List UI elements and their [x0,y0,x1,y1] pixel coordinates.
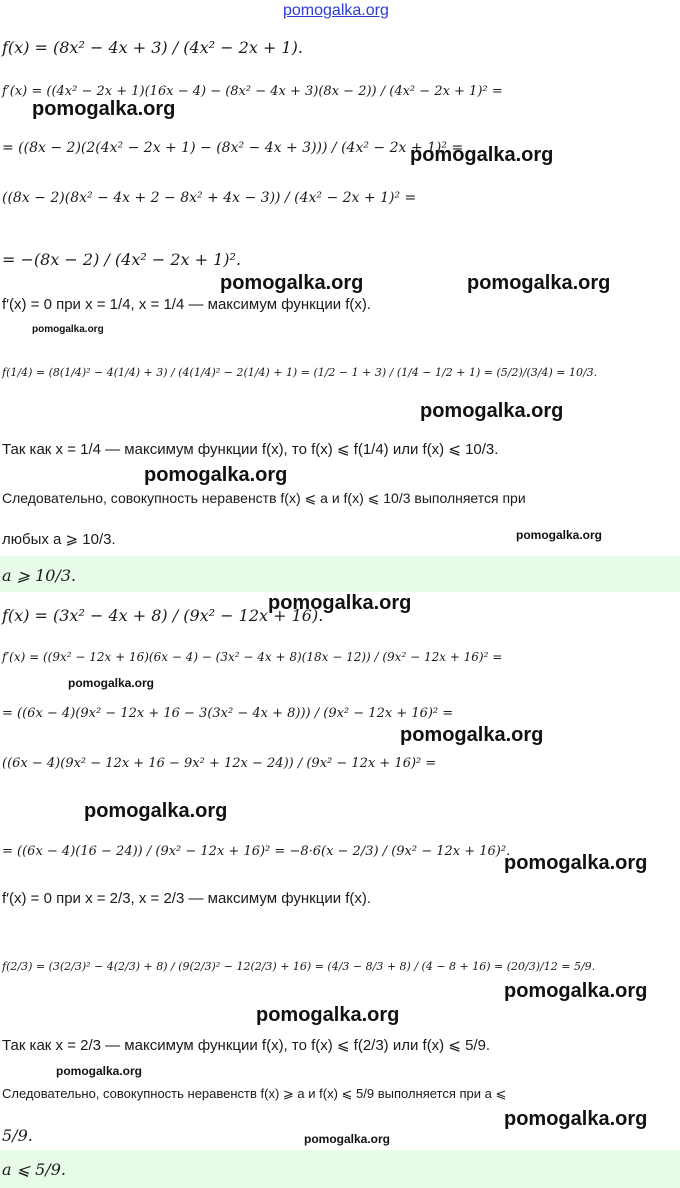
watermark: pomogalka.org [504,852,648,874]
watermark: pomogalka.org [516,528,603,542]
watermark: pomogalka.org [56,1064,143,1078]
watermark: pomogalka.org [504,980,648,1002]
watermark: pomogalka.org [68,676,155,690]
critical-point-2: f′(x) = 0 при x = 2/3, x = 2/3 — максимум функции f(x). [2,890,372,907]
derivative-result-1: = −(8x − 2) / (4x² − 2x + 1)². [2,250,242,269]
conclusion-2: Так как x = 2/3 — максимум функции f(x), то f(x) ⩽ f(2/3) или f(x) ⩽ 5/9. [2,1037,491,1054]
derivative2-result: = ((6x − 4)(16 − 24)) / (9x² − 12x + 16)² = −8·6(x − 2/3) / (9x² − 12x + 16)². [2,844,511,859]
inequality-set-1: Следовательно, совокупность неравенств f(x) ⩽ a и f(x) ⩽ 10/3 выполняется при [2,490,526,506]
max-value-calc-2: f(2/3) = (3(2/3)² − 4(2/3) + 8) / (9(2/3)² − 12(2/3) + 16) = (4/3 − 8/3 + 8) / (4 − 8 + 16) = (20/3)/12 = 5/9. [2,960,596,973]
derivative2-step-1: f′(x) = ((9x² − 12x + 16)(6x − 4) − (3x² − 4x + 8)(18x − 12)) / (9x² − 12x + 16)² = [2,650,503,664]
conclusion-1: Так как x = 1/4 — максимум функции f(x), то f(x) ⩽ f(1/4) или f(x) ⩽ 10/3. [2,441,499,458]
inequality-set-2-cont: 5/9. [2,1126,33,1145]
watermark: pomogalka.org [84,800,228,822]
derivative2-step-3: ((6x − 4)(9x² − 12x + 16 − 9x² + 12x − 24)) / (9x² − 12x + 16)² = [2,756,437,771]
derivative-step-2: = ((8x − 2)(2(4x² − 2x + 1) − (8x² − 4x + 3))) / (4x² − 2x + 1)² = [2,140,464,156]
answer-highlight-1 [0,556,680,592]
f-definition-2: f(x) = (3x² − 4x + 8) / (9x² − 12x + 16). [2,606,324,625]
derivative2-step-2: = ((6x − 4)(9x² − 12x + 16 − 3(3x² − 4x + 8))) / (9x² − 12x + 16)² = [2,706,454,721]
watermark: pomogalka.org [144,464,288,486]
derivative-step-1: f′(x) = ((4x² − 2x + 1)(16x − 4) − (8x² − 4x + 3)(8x − 2)) / (4x² − 2x + 1)² = [2,84,503,99]
answer-highlight-2 [0,1150,680,1188]
answer-1: a ⩾ 10/3. [2,566,77,585]
watermark-link-top[interactable]: pomogalka.org [283,2,389,19]
inequality-set-1-cont: любых a ⩾ 10/3. [2,531,116,548]
f-definition-1: f(x) = (8x² − 4x + 3) / (4x² − 2x + 1). [2,38,303,57]
watermark: pomogalka.org [304,1132,391,1146]
watermark: pomogalka.org [32,98,176,120]
watermark: pomogalka.org [410,144,554,166]
watermark: pomogalka.org [220,272,364,294]
answer-2: a ⩽ 5/9. [2,1160,66,1179]
watermark: pomogalka.org [504,1108,648,1130]
watermark: pomogalka.org [268,592,412,614]
max-value-calc-1: f(1/4) = (8(1/4)² − 4(1/4) + 3) / (4(1/4)² − 2(1/4) + 1) = (1/2 − 1 + 3) / (1/4 − 1/2 + 1) = (5/2)/(3/4) = 10/3. [2,366,598,379]
watermark: pomogalka.org [32,324,104,335]
watermark: pomogalka.org [420,400,564,422]
watermark: pomogalka.org [400,724,544,746]
watermark: pomogalka.org [256,1004,400,1026]
inequality-set-2: Следовательно, совокупность неравенств f(x) ⩾ a и f(x) ⩽ 5/9 выполняется при a ⩽ [2,1086,507,1101]
derivative-step-3: ((8x − 2)(8x² − 4x + 2 − 8x² + 4x − 3)) / (4x² − 2x + 1)² = [2,190,417,206]
critical-point-1: f′(x) = 0 при x = 1/4, x = 1/4 — максимум функции f(x). [2,296,372,313]
watermark: pomogalka.org [467,272,611,294]
